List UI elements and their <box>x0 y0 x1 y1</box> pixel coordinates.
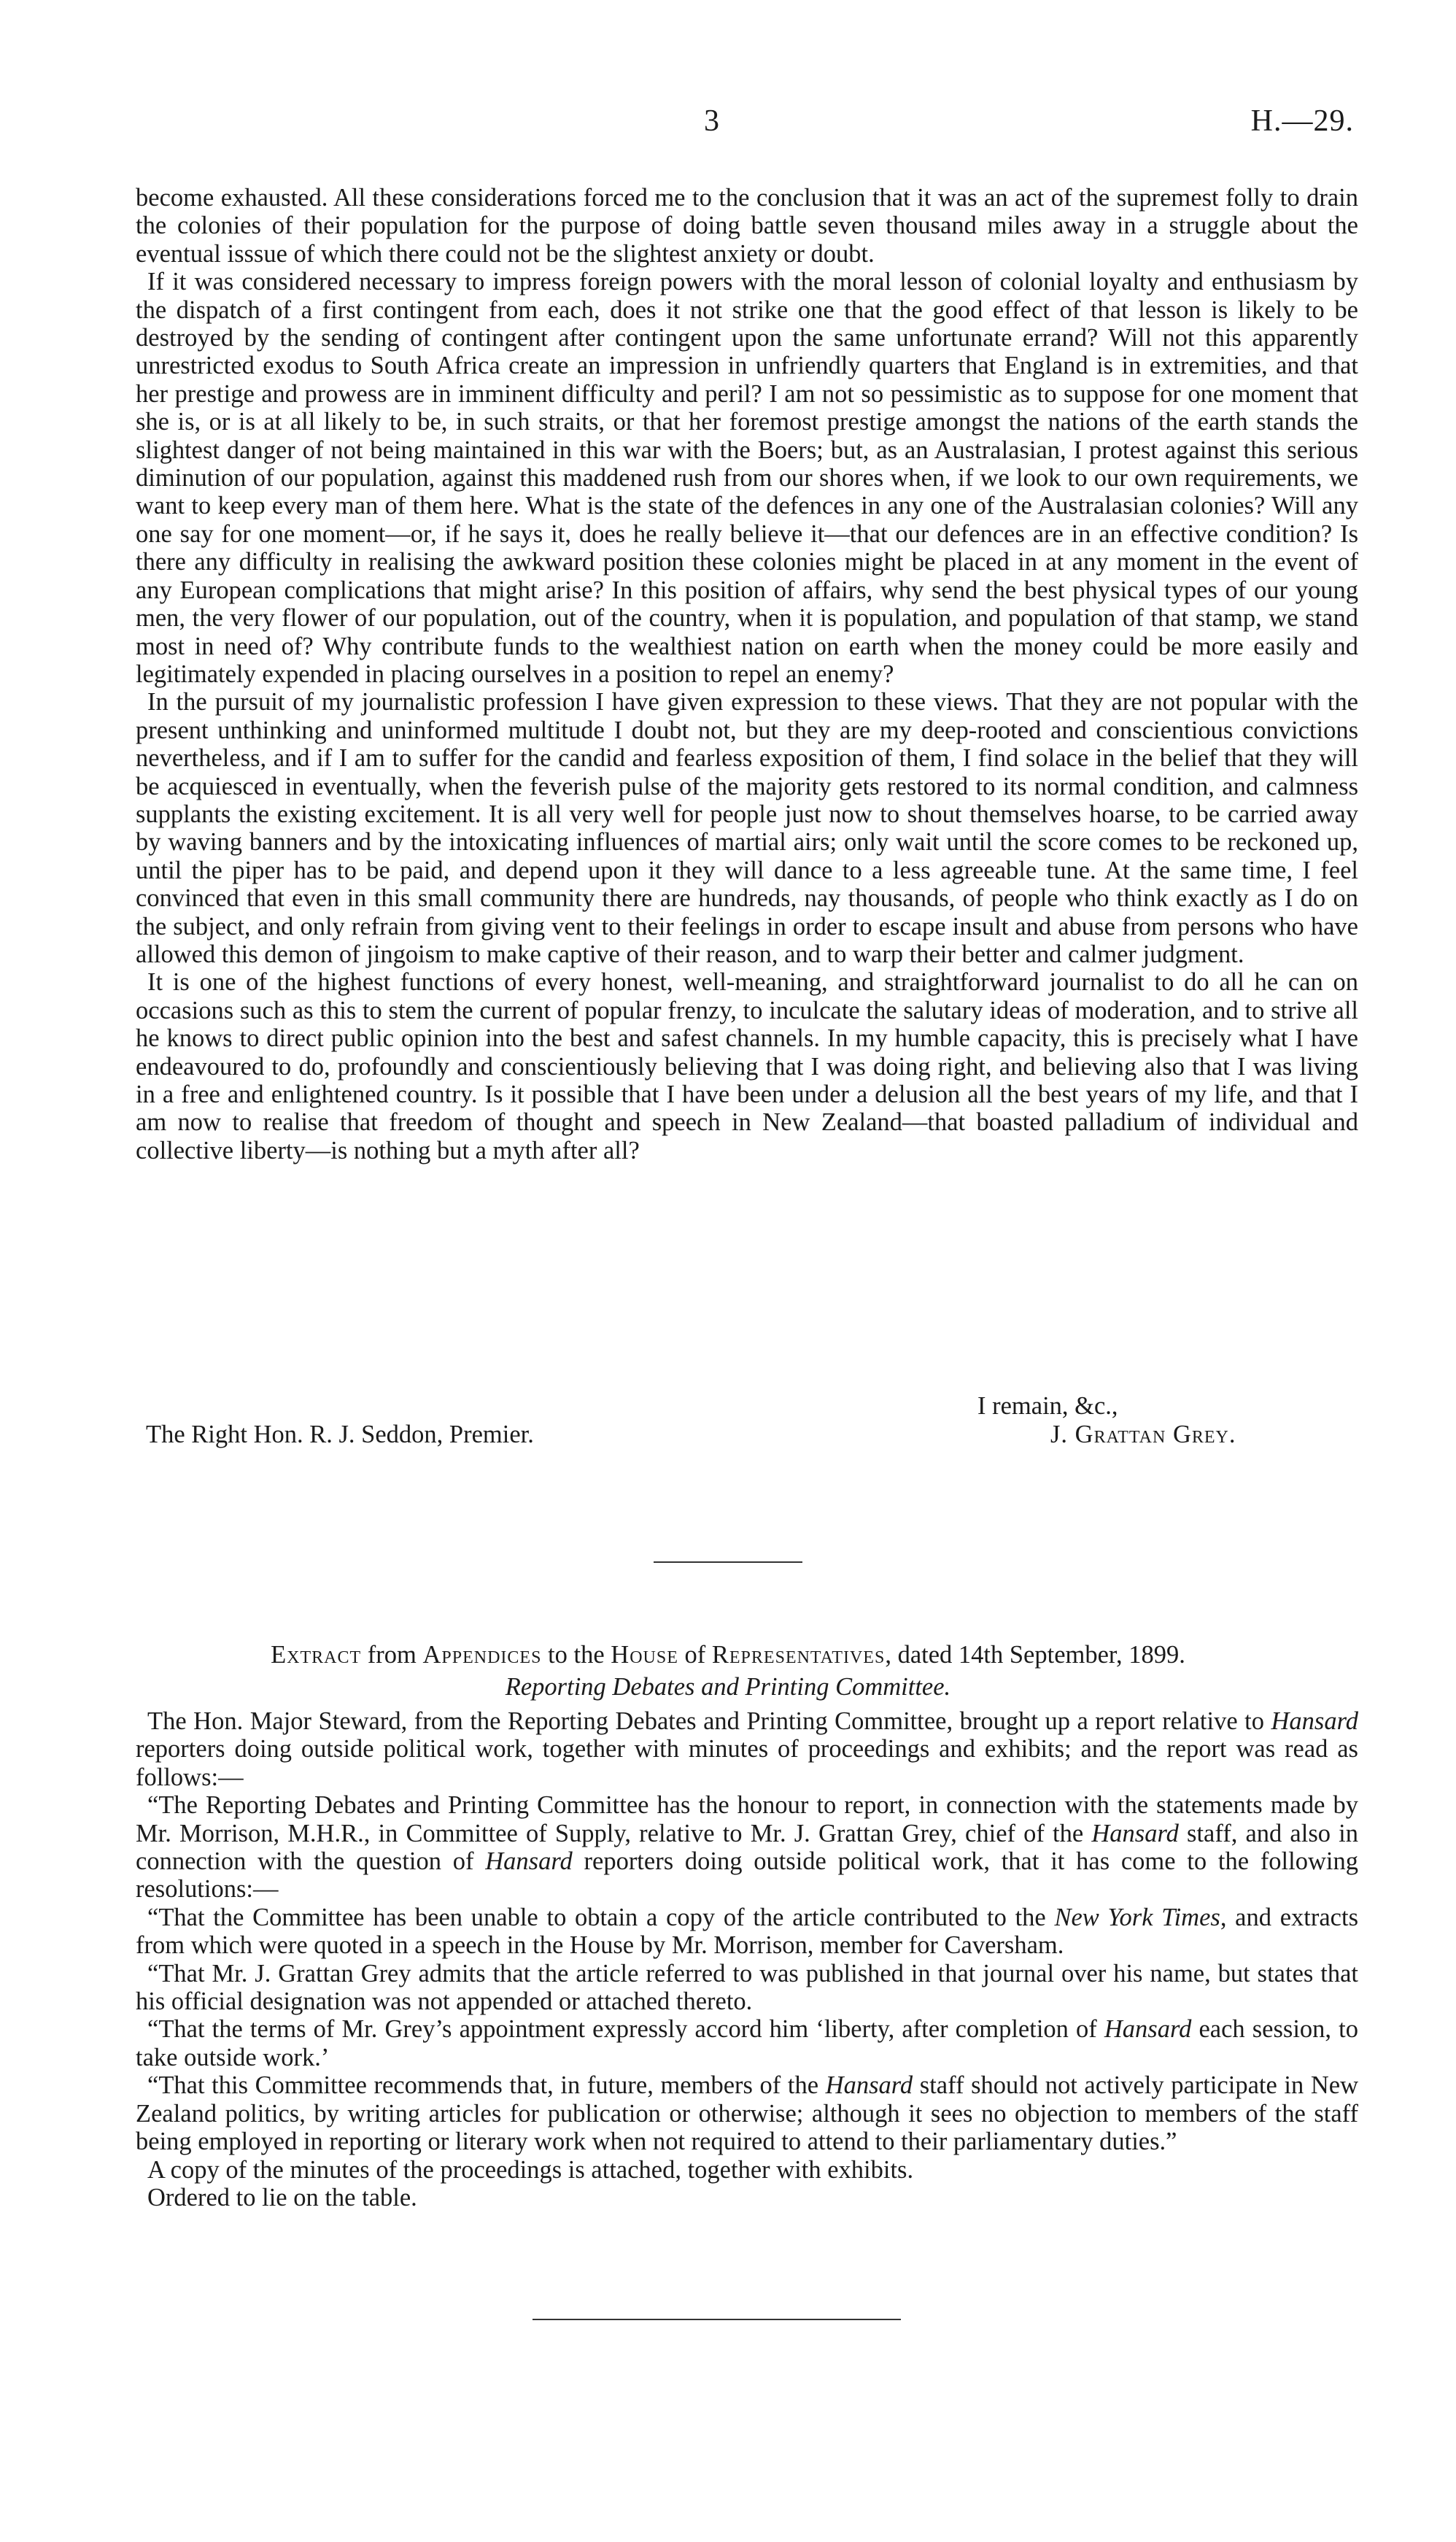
extract-heading <box>0 1640 1456 1669</box>
extract-paragraph: “That the Committee has been unable to obtain a copy of the article contributed to the New York Times, and extracts from which were quoted in a speech in the House by Mr. Morrison, member for Caversham. <box>136 1903 1358 1960</box>
extract-paragraph: “That Mr. J. Grattan Grey admits that the article referred to was published in that journal over his name, but states that his official designation was not appended or attached thereto. <box>136 1959 1358 2016</box>
extract-paragraph: A copy of the minutes of the proceedings is attached, together with exhibits. <box>147 2155 914 2184</box>
letter-body <box>136 184 1358 1164</box>
document-reference: H.—29. <box>1250 104 1354 138</box>
extract-paragraph: Ordered to lie on the table. <box>147 2183 417 2211</box>
heading-representatives: Representatives <box>711 1641 886 1669</box>
heading-appendices: Appendices <box>422 1641 542 1669</box>
extract-paragraph: The Hon. Major Steward, from the Reporting Debates and Printing Committee, brought up a report relative to Hansard reporters doing outside political work, together with minutes of proceedings and exhibits; and the report was read as follows:— <box>136 1707 1358 1791</box>
heading-house: House <box>611 1641 678 1669</box>
extract-body <box>136 1707 1358 2211</box>
letter-paragraph: It is one of the highest functions of every honest, well-meaning, and straightforward journalist to do all he can on occasions such as this to stem the current of popular frenzy, to inculcate the salutary ideas of moderation, and to strive all he knows to direct public opinion into the best and safest channels. In my humble capacity, this is precisely what I have endeavoured to do, profoundly and conscientiously believing that I was doing right, and believing also that I was living in a free and enlightened country. Is it possible that I have been under a delusion all the best years of my life, and that I am now to realise that freedom of thought and speech in New Zealand—that boasted palladium of individual and collective liberty—is nothing but a myth after all? <box>136 968 1358 1164</box>
committee-title: Reporting Debates and Printing Committee. <box>505 1673 951 1701</box>
letter-paragraph: If it was considered necessary to impress foreign powers with the moral lesson of colonial loyalty and enthusiasm by the dispatch of a first contingent from each, does it not strike one that the good effect of that lesson is likely to be destroyed by the sending of contingent after contingent upon the same unfortunate errand? Will not this apparently unrestricted exodus to South Africa create an impression in unfriendly quarters that England is in extremities, and that her prestige and prowess are in imminent difficulty and peril? I am not so pessimistic as to suppose for one moment that she is, or is at all likely to be, in such straits, or that her foremost prestige amongst the nations of the earth stands the slightest danger of not being maintained in this war with the Boers; but, as an Australasian, I protest against this serious diminution of our population, against this maddened rush from our shores when, if we look to our own requirements, we want to keep every man of them here. What is the state of the defences in any one of the Australasian colonies? Will any one say for one moment—or, if he says it, does he really believe it—that our defences are in an effective condition? Is there any difficulty in realising the awkward position these colonies might be placed in at any moment in the event of any European complications that might arise? In this position of affairs, why send the best physical types of our young men, the very flower of our population, out of the country, when it is population, and population of that stamp, we stand most in need of? Why contribute funds to the wealthiest nation on earth when the money could be more easily and legitimately expended in placing ourselves in a position to repel an enemy? <box>136 268 1358 688</box>
letter-signature: J. Grattan Grey. <box>1050 1421 1236 1448</box>
page-number: 3 <box>704 104 719 138</box>
extract-paragraph: “That the terms of Mr. Grey’s appointment expressly accord him ‘liberty, after completion of Hansard each session, to take outside work.’ <box>136 2015 1359 2071</box>
heading-date: , dated 14th September, 1899. <box>885 1641 1185 1669</box>
heading-of: of <box>684 1641 706 1669</box>
heading-from: from <box>367 1641 417 1669</box>
closing-divider <box>533 2319 901 2320</box>
letter-paragraph: become exhausted. All these considerations forced me to the conclusion that it was an act of the supremest folly to drain the colonies of their population for the purpose of doing battle seven thousand miles away in a struggle about the eventual isssue of which there could not be the slightest anxiety or doubt. <box>136 184 1358 268</box>
section-divider <box>654 1561 802 1563</box>
heading-extract: Extract <box>271 1641 362 1669</box>
page-header <box>0 104 1456 147</box>
extract-paragraph: “The Reporting Debates and Printing Committee has the honour to report, in connection with the statements made by Mr. Morrison, M.H.R., in Committee of Supply, relative to Mr. J. Grattan Grey, chief of the Hansard staff, and also in connection with the question of Hansard reporters doing outside political work, that it has come to the following resolutions:— <box>136 1791 1358 1904</box>
extract-paragraph: “That this Committee recommends that, in future, members of the Hansard staff should not actively participate in New Zealand politics, by writing articles for publication or otherwise; although it sees no objection to members of the staff being employed in reporting or literary work when not required to attend to their parliamentary duties.” <box>136 2071 1359 2156</box>
heading-to-the: to the <box>548 1641 605 1669</box>
letter-addressee: The Right Hon. R. J. Seddon, Premier. <box>146 1421 534 1448</box>
letter-closing: I remain, &c., <box>977 1392 1118 1420</box>
letter-paragraph: In the pursuit of my journalistic profession I have given expression to these views. That they are not popular with the present unthinking and uninformed multitude I doubt not, but they are my deep-rooted and conscientious convictions nevertheless, and if I am to suffer for the candid and fearless exposition of them, I find solace in the belief that they will be acquiesced in eventually, when the feverish pulse of the majority gets restored to its normal condition, and calmness supplants the existing excitement. It is all very well for people just now to shout themselves hoarse, to be carried away by waving banners and by the intoxicating influences of martial airs; only wait until the score comes to be reckoned up, until the piper has to be paid, and depend upon it they will dance to a less agreeable tune. At the same time, I feel convinced that even in this small community there are hundreds, nay thousands, of people who think exactly as I do on the subject, and only refrain from giving vent to their feelings in order to escape insult and abuse from persons who have allowed this demon of jingoism to make captive of their reason, and to warp their better and calmer judgment. <box>136 688 1358 968</box>
